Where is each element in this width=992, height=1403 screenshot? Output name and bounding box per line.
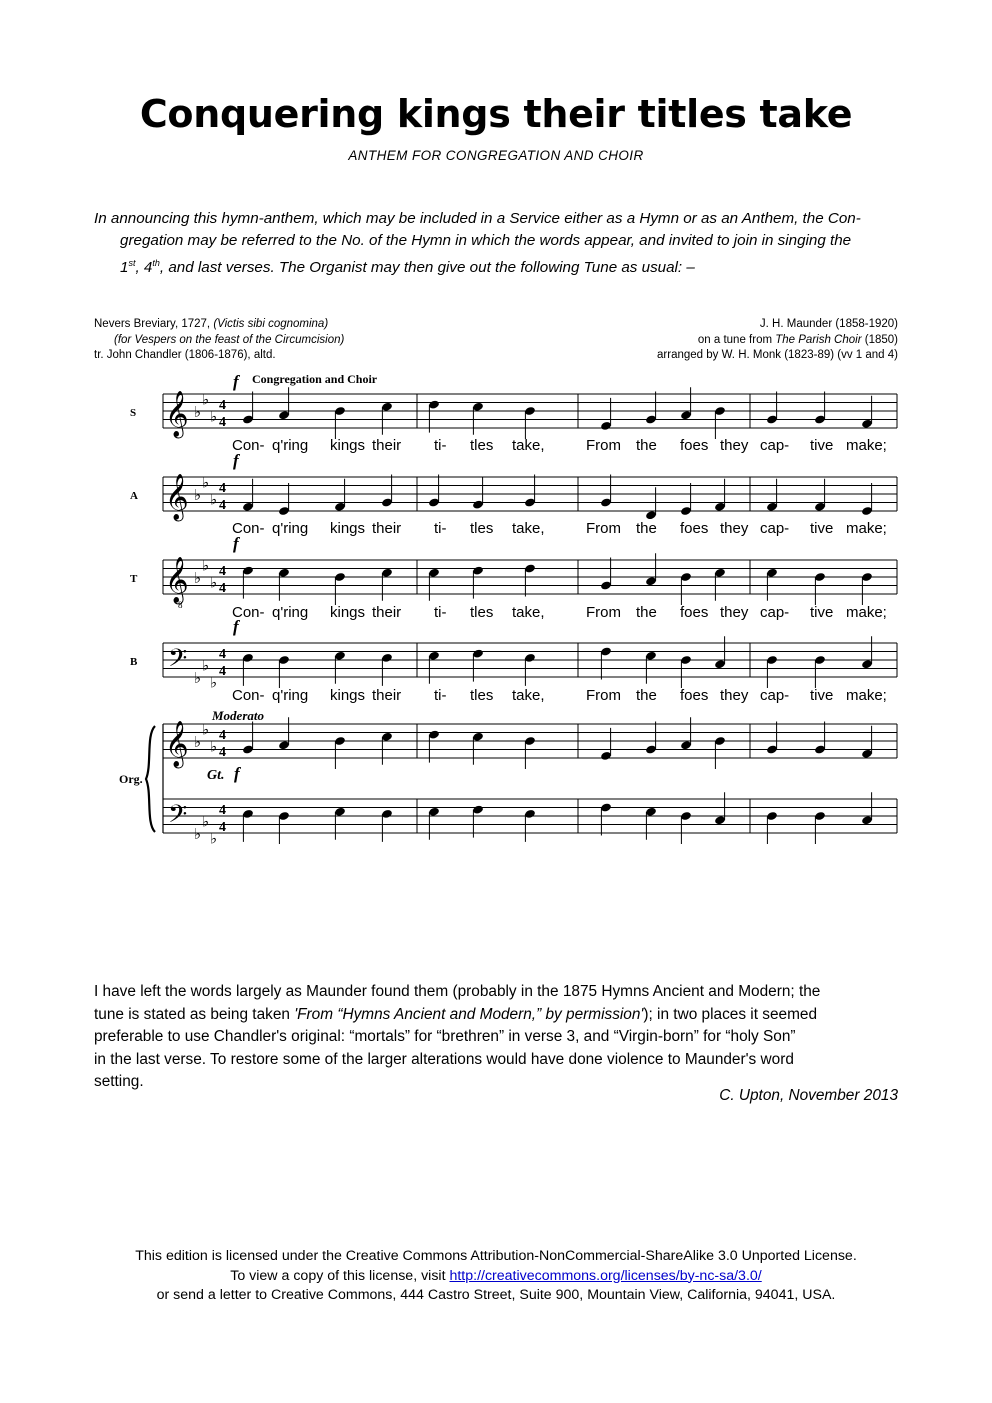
lyric-syllable: they — [720, 687, 749, 704]
lyric-syllable: ti- — [434, 604, 447, 621]
time-signature: 4 — [219, 820, 226, 835]
lyric-syllable: the — [636, 604, 657, 621]
lyric-syllable: From — [586, 520, 621, 537]
time-signature: 4 — [219, 647, 226, 662]
lyric-syllable: tles — [470, 687, 494, 704]
staff-label: S — [130, 407, 137, 419]
music-credits: J. H. Maunder (1858-1920) on a tune from The Parish Choir (1850) arranged by W. H. Monk (1823-89) (vv 1 and 4) — [657, 317, 898, 364]
translator-credit: tr. John Chandler (1806-1876), altd. — [94, 349, 276, 361]
lyric-syllable: tles — [470, 520, 494, 537]
staff-label: B — [130, 656, 138, 668]
lyric-syllable: Con- — [232, 437, 265, 454]
lyric-syllable: make; — [846, 520, 887, 537]
lyric-syllable: tive — [810, 604, 834, 621]
time-signature: 4 — [219, 745, 226, 760]
lyric-syllable: kings — [330, 604, 366, 621]
lyric-syllable: Con- — [232, 520, 265, 537]
organ-registration: Gt. — [207, 768, 225, 783]
lyric-syllable: they — [720, 520, 749, 537]
organ-brace — [146, 726, 155, 832]
lyric-syllable: cap- — [760, 687, 790, 704]
time-signature: 4 — [219, 398, 226, 413]
page-title: Conquering kings their titles take — [139, 92, 853, 136]
key-flat: ♭ — [194, 571, 202, 587]
key-flat: ♭ — [194, 671, 202, 687]
subtitle: ANTHEM FOR CONGREGATION AND CHOIR — [348, 148, 644, 163]
tempo-marking: Moderato — [212, 708, 264, 723]
key-flat: ♭ — [194, 827, 202, 843]
key-flat: ♭ — [194, 735, 202, 751]
composer-credit: J. H. Maunder (1858-1920) — [759, 318, 898, 330]
organ-label: Org. — [119, 772, 143, 786]
license-notice — [0, 1247, 992, 1306]
key-flat: ♭ — [210, 409, 218, 426]
license-link[interactable]: http://creativecommons.org/licenses/by-nc-sa/3.0/ — [449, 1267, 762, 1284]
time-signature: 4 — [219, 481, 226, 496]
lyric-syllable: tive — [810, 520, 834, 537]
note-line: I have left the words largely as Maunder found them (probably in the 1875 Hymns Ancient and Modern; the — [94, 983, 821, 1000]
dynamic-marking: f — [233, 451, 239, 470]
lyric-syllable: ti- — [434, 520, 447, 537]
license-line: This edition is licensed under the Creative Commons Attribution-NonCommercial-ShareAlike 3.0 Unported License. — [135, 1248, 857, 1264]
key-flat: ♭ — [202, 658, 210, 675]
intro-line: gregation may be referred to the No. of the Hymn in which the words appear, and invited to join in singing the — [120, 232, 852, 249]
lyric-syllable: foes — [680, 437, 709, 454]
dynamic-marking: f — [233, 617, 239, 636]
key-flat: ♭ — [210, 831, 218, 848]
dynamic-marking: f — [234, 764, 240, 783]
key-flat: ♭ — [210, 492, 218, 509]
text-source-title: (Victis sibi cognomina) — [213, 318, 329, 330]
lyric-syllable: foes — [680, 687, 709, 704]
key-flat: ♭ — [210, 675, 218, 692]
lyric-syllable: make; — [846, 437, 887, 454]
key-flat: ♭ — [202, 475, 210, 492]
lyric-syllable: ti- — [434, 687, 447, 704]
time-signature: 4 — [219, 728, 226, 743]
time-signature: 4 — [219, 803, 226, 818]
key-flat: ♭ — [194, 405, 202, 421]
note-line: preferable to use Chandler's original: “mortals” for “brethren” in verse 3, and “Virgin-born” for “holy Son” — [94, 1028, 796, 1045]
key-flat: ♭ — [202, 814, 210, 831]
lyric-syllable: q'ring — [272, 437, 309, 454]
treble-clef: 𝄞 — [165, 557, 189, 602]
time-signature: 4 — [219, 581, 226, 596]
lyric-syllable: tive — [810, 437, 834, 454]
lyric-syllable: Con- — [232, 687, 265, 704]
time-signature: 4 — [219, 498, 226, 513]
lyric-syllable: ti- — [434, 437, 447, 454]
note-line: tune is stated as being taken 'From “Hymns Ancient and Modern,” by permission'); in two places it seemed — [94, 1005, 818, 1023]
bass-clef: 𝄢 — [168, 645, 188, 678]
time-signature: 4 — [219, 415, 226, 430]
lyric-syllable: kings — [330, 520, 366, 537]
lyric-syllable: kings — [330, 437, 366, 454]
key-flat: ♭ — [210, 739, 218, 756]
editorial-note — [94, 981, 904, 1094]
lyric-syllable: they — [720, 604, 749, 621]
lyric-syllable: q'ring — [272, 604, 309, 621]
choir-direction: Congregation and Choir — [252, 372, 378, 386]
staff-label: A — [130, 490, 138, 502]
bass-clef: 𝄢 — [168, 801, 188, 834]
lyric-syllable: take, — [512, 520, 545, 537]
lyric-syllable: make; — [846, 604, 887, 621]
text-occasion: (for Vespers on the feast of the Circumcision) — [114, 333, 345, 346]
lyric-syllable: From — [586, 437, 621, 454]
lyric-syllable: From — [586, 687, 621, 704]
lyric-syllable: kings — [330, 687, 366, 704]
octave-mark: 8 — [178, 600, 183, 610]
lyric-syllable: q'ring — [272, 520, 309, 537]
lyric-syllable: q'ring — [272, 687, 309, 704]
arranger-credit: arranged by W. H. Monk (1823-89) (vv 1 and 4) — [657, 349, 898, 361]
lyric-syllable: they — [720, 437, 749, 454]
lyric-syllable: their — [372, 437, 402, 454]
key-flat: ♭ — [194, 488, 202, 504]
lyric-syllable: make; — [846, 687, 887, 704]
lyric-syllable: cap- — [760, 437, 790, 454]
lyric-syllable: the — [636, 687, 657, 704]
lyric-syllable: tles — [470, 604, 494, 621]
lyric-syllable: take, — [512, 687, 545, 704]
intro-line: 1st, 4th, and last verses. The Organist may then give out the following Tune as usual: – — [120, 258, 695, 277]
dynamic-marking: f — [233, 372, 239, 391]
dynamic-marking: f — [233, 534, 239, 553]
license-line: To view a copy of this license, visit http://creativecommons.org/licenses/by-nc-sa/3.0/ — [230, 1267, 762, 1284]
key-flat: ♭ — [202, 558, 210, 575]
lyric-syllable: their — [372, 520, 402, 537]
key-flat: ♭ — [202, 392, 210, 409]
lyric-syllable: Con- — [232, 604, 265, 621]
time-signature: 4 — [219, 664, 226, 679]
lyric-syllable: take, — [512, 437, 545, 454]
treble-clef: 𝄞 — [165, 474, 189, 519]
lyric-syllable: their — [372, 687, 402, 704]
lyric-syllable: foes — [680, 604, 709, 621]
intro-line: In announcing this hymn-anthem, which may be included in a Service either as a Hymn or as an Anthem, the Con- — [94, 210, 861, 227]
lyric-syllable: their — [372, 604, 402, 621]
license-line: or send a letter to Creative Commons, 444 Castro Street, Suite 900, Mountain View, California, 94041, USA. — [156, 1287, 836, 1303]
note-line: in the last verse. To restore some of the larger alterations would have done violence to Maunder's word — [94, 1050, 794, 1068]
note-line: setting. — [94, 1073, 144, 1090]
lyric-syllable: the — [636, 437, 657, 454]
lyric-syllable: the — [636, 520, 657, 537]
treble-clef: 𝄞 — [165, 391, 189, 436]
staff-label: T — [130, 573, 138, 585]
lyric-syllable: foes — [680, 520, 709, 537]
tune-source: The Parish Choir — [775, 333, 862, 346]
lyric-syllable: take, — [512, 604, 545, 621]
editor-signature: C. Upton, November 2013 — [719, 1087, 898, 1104]
treble-clef: 𝄞 — [165, 721, 189, 766]
lyric-syllable: From — [586, 604, 621, 621]
lyric-syllable: tive — [810, 687, 834, 704]
lyric-syllable: tles — [470, 437, 494, 454]
lyric-syllable: cap- — [760, 520, 790, 537]
time-signature: 4 — [219, 564, 226, 579]
lyric-syllable: cap- — [760, 604, 790, 621]
text-source: Nevers Breviary, 1727, — [94, 318, 211, 330]
key-flat: ♭ — [210, 575, 218, 592]
key-flat: ♭ — [202, 722, 210, 739]
